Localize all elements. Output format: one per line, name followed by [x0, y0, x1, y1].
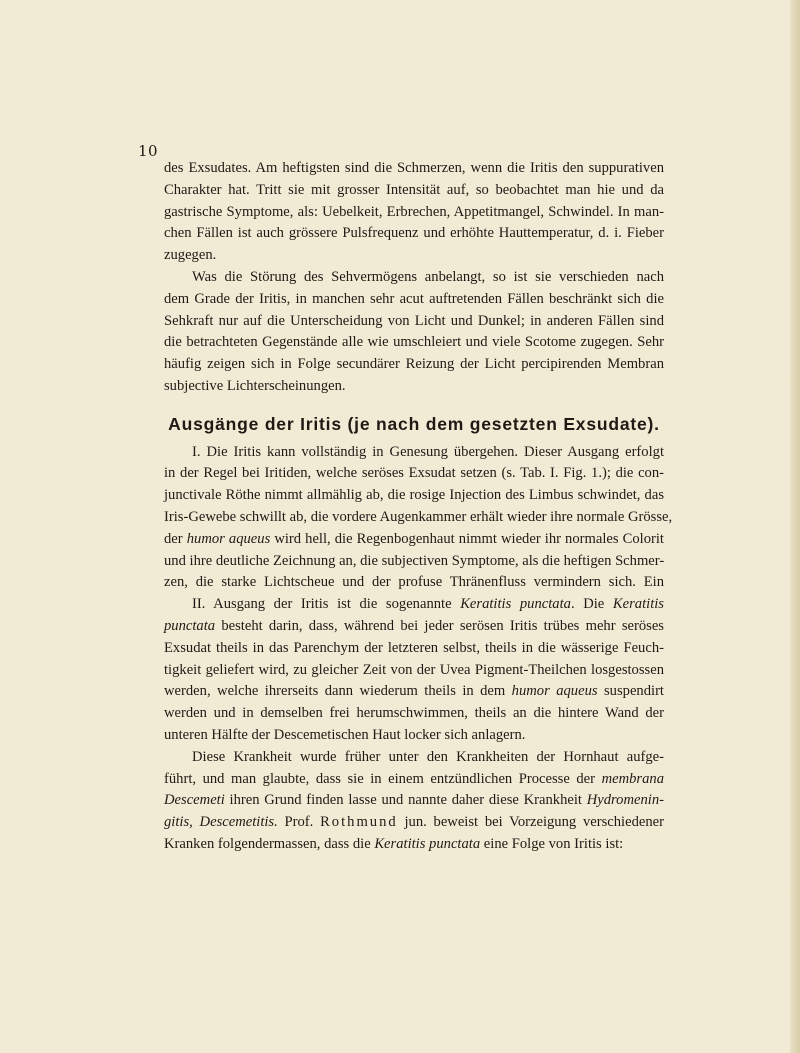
text-line: Diese Krankheit wurde früher unter den Krankheiten der Hornhaut aufge- — [192, 748, 664, 765]
text-line: Sehkraft nur auf die Unterscheidung von Licht und Dunkel; in anderen Fällen sind — [164, 312, 664, 329]
text-line: Iris-Gewebe schwillt ab, die vordere Augenkammer erhält wieder ihre normale Grösse, — [164, 508, 673, 525]
body-text — [164, 158, 673, 856]
text-line: und ihre deutliche Zeichnung an, die subjectiven Symptome, als die heftigen Schmer- — [164, 552, 665, 569]
text-line: Descemeti ihren Grund finden lasse und nannte daher diese Krankheit Hydromenin- — [164, 792, 664, 809]
text-line: Kranken folgendermassen, dass die Keratitis punctata eine Folge von Iritis ist: — [164, 835, 624, 852]
italic-term: Keratitis punctata — [374, 835, 481, 852]
text-line: gastrische Symptome, als: Uebelkeit, Erbrechen, Appetitmangel, Schwindel. In man- — [164, 203, 664, 220]
text-line: des Exsudates. Am heftigsten sind die Schmerzen, wenn die Iritis den suppurativen — [164, 160, 664, 176]
italic-term: gitis, Descemetitis. — [164, 814, 278, 831]
author-name: Rothmund — [320, 814, 398, 831]
text-line: werden und in demselben frei herumschwimmen, theils an die hintere Wand der — [164, 705, 664, 722]
italic-term: Keratitis punctata — [460, 596, 571, 613]
italic-term: Keratitis — [612, 596, 664, 613]
text-line: führt, und man glaubte, dass sie in einem entzündlichen Processe der membrana — [164, 770, 664, 787]
text-line: gitis, Descemetitis. Prof. Rothmund jun. beweist bei Vorzeigung verschiedener — [164, 814, 664, 831]
text-line: werden, welche ihrerseits dann wiederum theils in dem humor aqueus suspendirt — [164, 683, 664, 700]
text-line: Exsudat theils in das Parenchym der letzteren selbst, theils in die wässerige Feuch- — [164, 639, 664, 656]
text-line: zugegen. — [164, 247, 217, 264]
text-line: II. Ausgang der Iritis ist die sogenannte Keratitis punctata. Die Keratitis — [192, 596, 664, 613]
text-line: Was die Störung des Sehvermögens anbelangt, so ist sie verschieden nach — [192, 268, 664, 285]
text-line: zen, die starke Lichtscheue und der profuse Thränenfluss vermindern sich. Ein — [164, 574, 664, 591]
italic-term: humor aqueus — [186, 530, 271, 547]
text-line: dem Grade der Iritis, in manchen sehr acut auftretenden Fällen beschränkt sich die — [164, 290, 664, 307]
text-line: häufig zeigen sich in Folge secundärer Reizung der Licht percipirenden Membran — [164, 356, 664, 373]
text-line: I. Die Iritis kann vollständig in Genesung übergehen. Dieser Ausgang erfolgt — [192, 443, 664, 460]
text-line: der humor aqueus wird hell, die Regenbogenhaut nimmt wieder ihr normales Colorit — [164, 530, 664, 547]
text-line: chen Fällen ist auch grössere Pulsfrequenz und erhöhte Hauttemperatur, d. i. Fieber — [164, 225, 664, 242]
section-heading: Ausgänge der Iritis (je nach dem gesetzten Exsudate). — [168, 413, 660, 434]
text-line: die betrachteten Gegenstände alle wie umschleiert und viele Scotome zugegen. Sehr — [164, 334, 664, 351]
text-line: in der Regel bei Iritiden, welche seröses Exsudat setzen (s. Tab. I. Fig. 1.); die con- — [164, 465, 664, 482]
text-line: unteren Hälfte der Descemetischen Haut locker sich anlagern. — [164, 726, 526, 743]
italic-term: Descemeti — [164, 792, 225, 809]
text-line: tigkeit geliefert wird, zu gleicher Zeit von der Uvea Pigment-Theilchen losgestossen — [164, 661, 664, 678]
italic-term: Hydromenin- — [586, 792, 664, 809]
page-number: 10 — [138, 142, 159, 160]
page-edge — [790, 0, 800, 1053]
italic-term: humor aqueus — [511, 683, 598, 700]
italic-term: membrana — [601, 770, 664, 787]
text-line: Charakter hat. Tritt sie mit grosser Intensität auf, so beobachtet man hie und da — [164, 181, 664, 198]
text-line: subjective Lichterscheinungen. — [164, 377, 346, 394]
text-line: junctivale Röthe nimmt allmählig ab, die rosige Injection des Limbus schwindet, das — [164, 487, 664, 504]
text-line: punctata besteht darin, dass, während bei jeder serösen Iritis trübes mehr seröses — [164, 617, 664, 634]
italic-term: punctata — [164, 617, 216, 634]
